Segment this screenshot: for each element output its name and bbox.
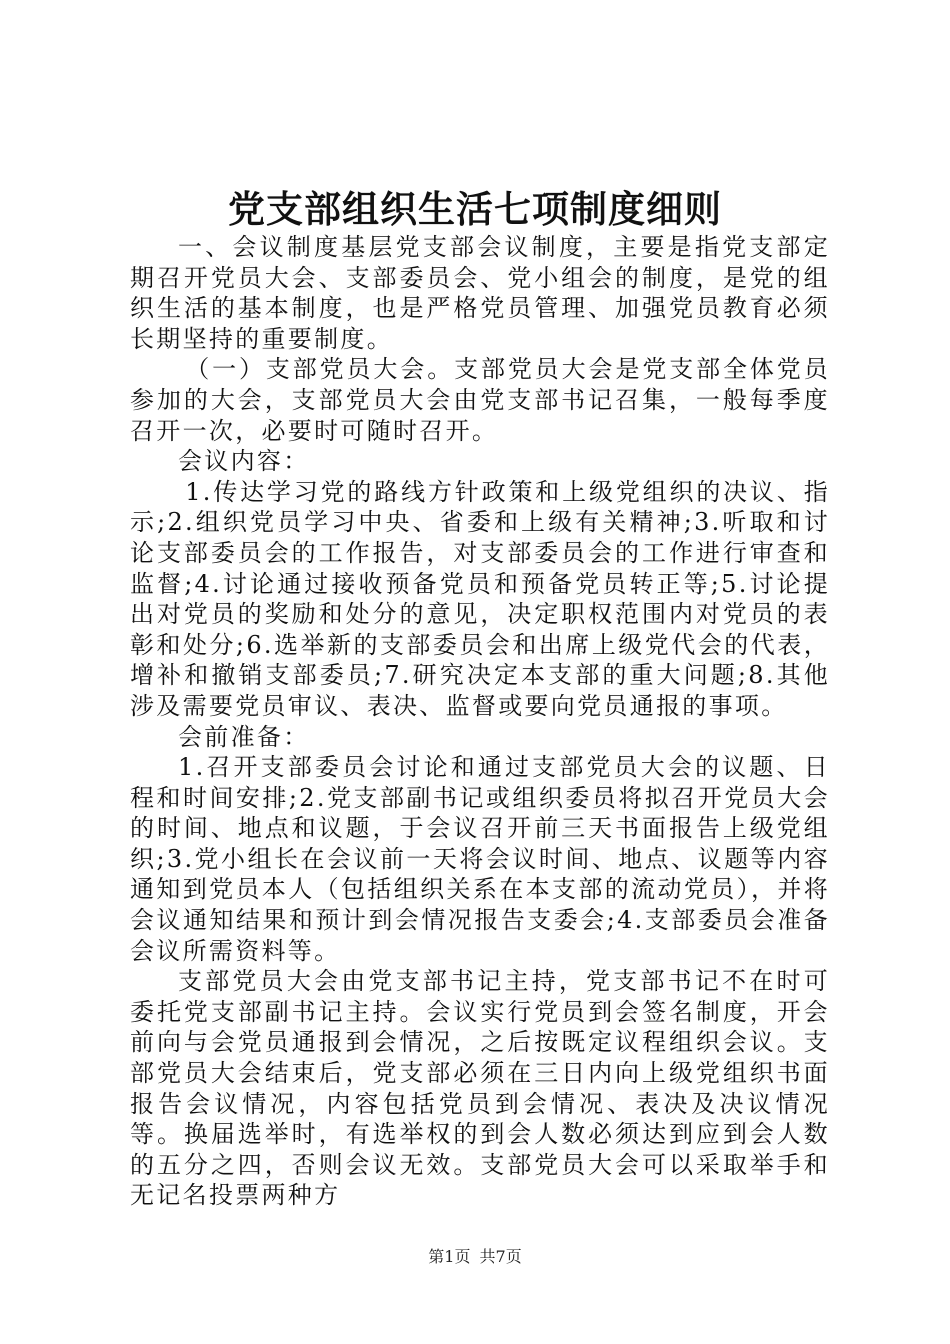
page-number: 第1页	[428, 1247, 471, 1266]
paragraph-assembly-procedure: 支部党员大会由党支部书记主持，党支部书记不在时可委托党支部副书记主持。会议实行党员到会签名制度，开会前向与会党员通报到会情况，之后按既定议程组织会议。支部党员大会结束后，党支部必须在三日内向上级党组织书面报告会议情况，内容包括党员到会情况、表决及决议情况等。换届选举时，有选举权的到会人数必须达到应到会人数的五分之四，否则会议无效。支部党员大会可以采取举手和无记名投票两种方	[130, 967, 830, 1210]
page-footer	[0, 1244, 950, 1267]
page-total: 共7页	[479, 1247, 522, 1266]
document-title: 党支部组织生活七项制度细则	[228, 187, 722, 231]
paragraph-pre-meeting-list: 1.召开支部委员会讨论和通过支部党员大会的议题、日程和时间安排;2.党支部副书记或组织委员将拟召开党员大会的时间、地点和议题，于会议召开前三天书面报告上级党组织;3.党小组长在会议前一天将会议时间、地点、议题等内容通知到党员本人（包括组织关系在本支部的流动党员），并将会议通知结果和预计到会情况报告支委会;4.支部委员会准备会议所需资料等。	[130, 753, 830, 965]
paragraph-pre-meeting-heading: 会前准备：	[178, 722, 310, 751]
paragraph-meeting-system: 一、会议制度基层党支部会议制度，主要是指党支部定期召开党员大会、支部委员会、党小组会的制度，是党的组织生活的基本制度，也是严格党员管理、加强党员教育必须长期坚持的重要制度。	[130, 233, 830, 353]
paragraph-meeting-content-list: 1.传达学习党的路线方针政策和上级党组织的决议、指示;2.组织党员学习中央、省委和上级有关精神;3.听取和讨论支部委员会的工作报告，对支部委员会的工作进行审查和监督;4.讨论通过接收预备党员和预备党员转正等;5.讨论提出对党员的奖励和处分的意见，决定职权范围内对党员的表彰和处分;6.选举新的支部委员会和出席上级党代会的代表，增补和撤销支部委员;7.研究决定本支部的重大问题;8.其他涉及需要党员审议、表决、监督或要向党员通报的事项。	[130, 477, 830, 720]
paragraph-party-member-assembly: （一）支部党员大会。支部党员大会是党支部全体党员参加的大会，支部党员大会由党支部书记召集，一般每季度召开一次，必要时可随时召开。	[130, 355, 830, 445]
document-body	[130, 232, 830, 1211]
paragraph-meeting-content-heading: 会议内容：	[178, 447, 310, 476]
